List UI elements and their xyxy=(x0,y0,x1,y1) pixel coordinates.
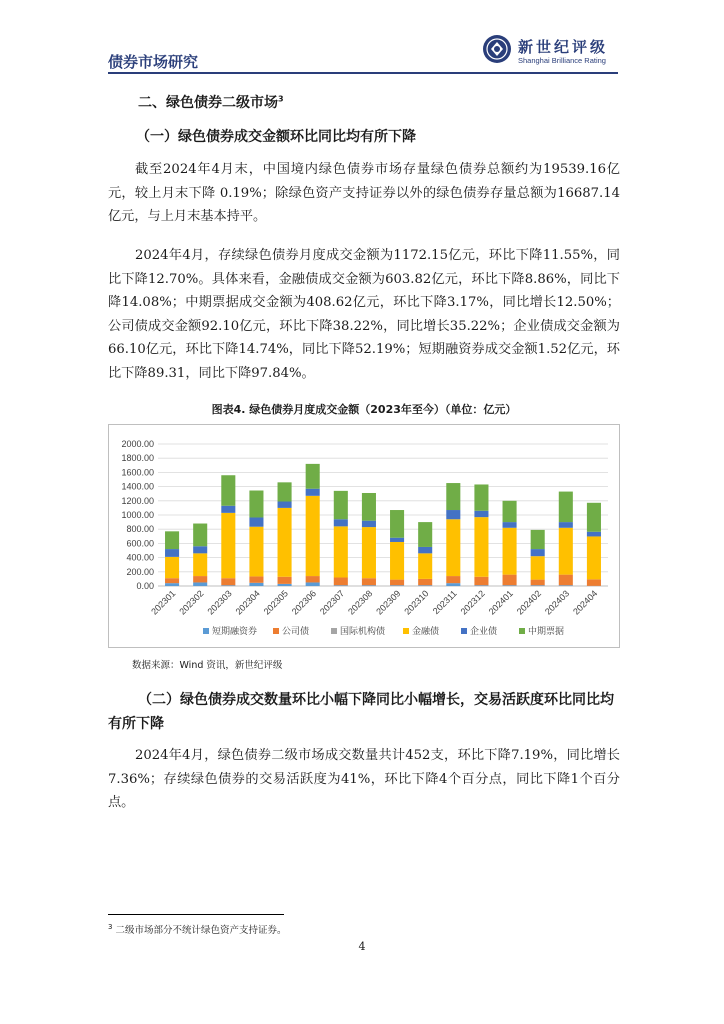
bar-segment-202303 xyxy=(221,506,235,513)
bar-segment-202312 xyxy=(474,511,488,517)
x-tick-label: 202403 xyxy=(542,588,572,617)
legend-label: 公司债 xyxy=(282,627,310,637)
y-tick-label: 2000.00 xyxy=(121,439,154,449)
legend-label: 企业债 xyxy=(470,627,498,637)
section-heading-text: 二、绿色债券二级市场 xyxy=(138,95,278,111)
y-tick-label: 0.00 xyxy=(136,581,154,591)
bar-segment-202403 xyxy=(559,522,573,528)
x-tick-label: 202302 xyxy=(177,588,206,617)
bar-segment-202308 xyxy=(362,493,376,521)
legend-label: 金融债 xyxy=(412,627,440,637)
x-tick-label: 202404 xyxy=(571,588,600,617)
footnote-ref-mark[interactable]: 3 xyxy=(278,94,284,104)
bar-segment-202309 xyxy=(390,580,404,586)
section-heading xyxy=(138,92,284,112)
legend-label: 国际机构债 xyxy=(340,627,386,637)
header-section-title: 债券市场研究 xyxy=(108,53,199,71)
x-tick-label: 202311 xyxy=(430,588,459,617)
bar-segment-202312 xyxy=(474,577,488,586)
bar-segment-202305 xyxy=(278,577,292,584)
page-number: 4 xyxy=(358,940,366,953)
bar-segment-202401 xyxy=(503,528,517,575)
bar-segment-202403 xyxy=(559,528,573,575)
footnote-number: 3 xyxy=(108,922,113,931)
x-tick-label: 202312 xyxy=(458,588,487,617)
bar-segment-202302 xyxy=(193,582,207,586)
bar-segment-202401 xyxy=(503,522,517,528)
y-tick-label: 1200.00 xyxy=(121,495,154,506)
footnote xyxy=(108,922,287,936)
legend-swatch xyxy=(273,628,279,634)
bar-segment-202306 xyxy=(306,576,320,582)
x-tick-label: 202304 xyxy=(233,588,262,617)
bar-segment-202306 xyxy=(306,496,320,576)
y-tick-label: 1000.00 xyxy=(121,510,154,520)
bar-segment-202304 xyxy=(249,583,263,586)
bar-segment-202311 xyxy=(446,519,460,576)
bar-segment-202311 xyxy=(446,576,460,583)
bar-segment-202308 xyxy=(362,578,376,585)
bar-segment-202308 xyxy=(362,527,376,578)
bar-segment-202311 xyxy=(446,583,460,586)
legend-label: 短期融资券 xyxy=(212,627,258,637)
footnote-divider xyxy=(108,914,284,915)
bar-segment-202305 xyxy=(278,482,292,501)
paragraph-turnover: 2024年4月，存续绿色债券月度成交金额为1172.15亿元，环比下降11.55%，同比下降12.70%。具体来看，金融债成交金额为603.82亿元，环比下降8.86%，同比下降14.08%；中期票据成交金额为408.62亿元，环比下降3.17%，同比增长12.50%；公司债成交金额92.10亿元，环比下降38.22%，同比增长35.22%；企业债成交金额为66.10亿元，环比下降14.74%，同比下降52.19%；短期融资券成交金额1.52亿元，环比下降89.31，同比下降97.84%。 xyxy=(108,248,620,381)
x-tick-label: 202310 xyxy=(402,588,431,617)
bar-segment-202305 xyxy=(278,508,292,577)
legend-swatch xyxy=(203,628,209,634)
y-tick-label: 800.00 xyxy=(126,524,154,535)
bar-segment-202303 xyxy=(221,513,235,578)
bar-segment-202305 xyxy=(278,584,292,586)
bar-segment-202304 xyxy=(249,576,263,582)
x-tick-label: 202402 xyxy=(514,588,544,617)
bar-segment-202302 xyxy=(193,546,207,553)
bar-segment-202304 xyxy=(249,491,263,518)
bar-segment-202307 xyxy=(334,519,348,526)
bar-segment-202404 xyxy=(587,579,601,586)
bar-segment-202301 xyxy=(165,578,179,583)
legend-swatch xyxy=(403,628,409,634)
bar-segment-202312 xyxy=(474,484,488,510)
bar-segment-202305 xyxy=(278,502,292,508)
bar-segment-202401 xyxy=(503,575,517,586)
bar-segment-202308 xyxy=(362,585,376,586)
bar-segment-202307 xyxy=(334,585,348,586)
bar-segment-202301 xyxy=(165,549,179,557)
bar-segment-202401 xyxy=(503,585,517,586)
bar-segment-202307 xyxy=(334,577,348,585)
bar-segment-202309 xyxy=(390,538,404,542)
bar-segment-202302 xyxy=(193,553,207,576)
paragraph-volume: 2024年4月，绿色债券二级市场成交数量共计452支，环比下降7.19%，同比增长7.36%；存续绿色债券的交易活跃度为41%，环比下降4个百分点，同比下降1个百分点。 xyxy=(108,748,620,810)
bar-segment-202303 xyxy=(221,585,235,586)
subsection-heading-b: （二）绿色债券成交数量环比小幅下降同比小幅增长，交易活跃度环比同比均有所下降 xyxy=(108,692,614,732)
y-tick-label: 1400.00 xyxy=(121,481,154,492)
bar-segment-202302 xyxy=(193,524,207,547)
bar-segment-202303 xyxy=(221,578,235,585)
turnover-stacked-bar-chart xyxy=(108,424,620,648)
bar-segment-202303 xyxy=(221,475,235,506)
figure-caption: 图表4. 绿色债券月度成交金额（2023年至今）（单位：亿元） xyxy=(211,403,517,416)
legend-swatch xyxy=(519,628,525,634)
x-tick-label: 202309 xyxy=(374,588,403,617)
bar-segment-202310 xyxy=(418,553,432,579)
legend-label: 中期票据 xyxy=(528,627,565,637)
bar-segment-202307 xyxy=(334,491,348,519)
bar-segment-202402 xyxy=(531,556,545,579)
bar-segment-202403 xyxy=(559,575,573,586)
brand-logo-icon xyxy=(482,34,512,64)
bar-segment-202306 xyxy=(306,464,320,489)
brand-name-cn: 新世纪评级 xyxy=(518,38,609,56)
legend-swatch xyxy=(331,628,337,634)
bar-segment-202310 xyxy=(418,522,432,547)
data-source-note: 数据来源：Wind 资讯，新世纪评级 xyxy=(132,660,283,671)
bar-segment-202310 xyxy=(418,585,432,586)
y-tick-label: 200.00 xyxy=(126,566,154,577)
bar-segment-202307 xyxy=(334,526,348,577)
x-tick-label: 202305 xyxy=(261,588,290,617)
x-tick-label: 202307 xyxy=(317,588,347,617)
bar-segment-202309 xyxy=(390,585,404,586)
bar-segment-202401 xyxy=(503,501,517,522)
bar-segment-202402 xyxy=(531,585,545,586)
bar-segment-202301 xyxy=(165,557,179,578)
header-divider xyxy=(108,72,618,74)
bar-segment-202402 xyxy=(531,530,545,549)
bar-segment-202311 xyxy=(446,510,460,519)
y-tick-label: 1600.00 xyxy=(121,467,154,478)
footnote-text: 二级市场部分不统计绿色资产支持证券。 xyxy=(115,925,287,936)
bar-segment-202403 xyxy=(559,492,573,523)
paragraph-stock: 截至2024年4月末，中国境内绿色债券市场存量绿色债券总额约为19539.16亿元，较上月末下降 0.19%；除绿色资产支持证券以外的绿色债券存量总额为16687.14亿元，与上月末基本持平。 xyxy=(108,162,620,224)
bar-segment-202304 xyxy=(249,517,263,526)
brand-name-en: Shanghai Brilliance Rating xyxy=(518,56,606,65)
x-tick-label: 202306 xyxy=(289,588,319,617)
bar-segment-202404 xyxy=(587,532,601,537)
subsection-heading-a: （一）绿色债券成交金额环比同比均有所下降 xyxy=(136,129,416,145)
bar-segment-202306 xyxy=(306,582,320,586)
bar-segment-202309 xyxy=(390,542,404,580)
bar-segment-202404 xyxy=(587,536,601,579)
bar-segment-202306 xyxy=(306,489,320,496)
y-tick-label: 1800.00 xyxy=(121,453,154,464)
x-tick-label: 202401 xyxy=(486,588,515,617)
bar-segment-202311 xyxy=(446,483,460,510)
bar-segment-202402 xyxy=(531,580,545,586)
bar-segment-202310 xyxy=(418,579,432,585)
bar-segment-202312 xyxy=(474,517,488,577)
bar-segment-202302 xyxy=(193,576,207,582)
x-tick-label: 202301 xyxy=(149,588,178,617)
bar-segment-202310 xyxy=(418,547,432,553)
y-tick-label: 600.00 xyxy=(126,538,154,549)
bar-segment-202404 xyxy=(587,503,601,532)
y-tick-label: 400.00 xyxy=(126,552,154,563)
bar-segment-202312 xyxy=(474,585,488,586)
bar-segment-202301 xyxy=(165,583,179,586)
x-tick-label: 202308 xyxy=(346,588,375,617)
bar-segment-202301 xyxy=(165,531,179,549)
bar-segment-202308 xyxy=(362,521,376,527)
bar-segment-202403 xyxy=(559,585,573,586)
bar-segment-202402 xyxy=(531,549,545,556)
bar-segment-202309 xyxy=(390,510,404,538)
legend-swatch xyxy=(461,628,467,634)
bar-segment-202304 xyxy=(249,527,263,577)
x-tick-label: 202303 xyxy=(205,588,234,617)
